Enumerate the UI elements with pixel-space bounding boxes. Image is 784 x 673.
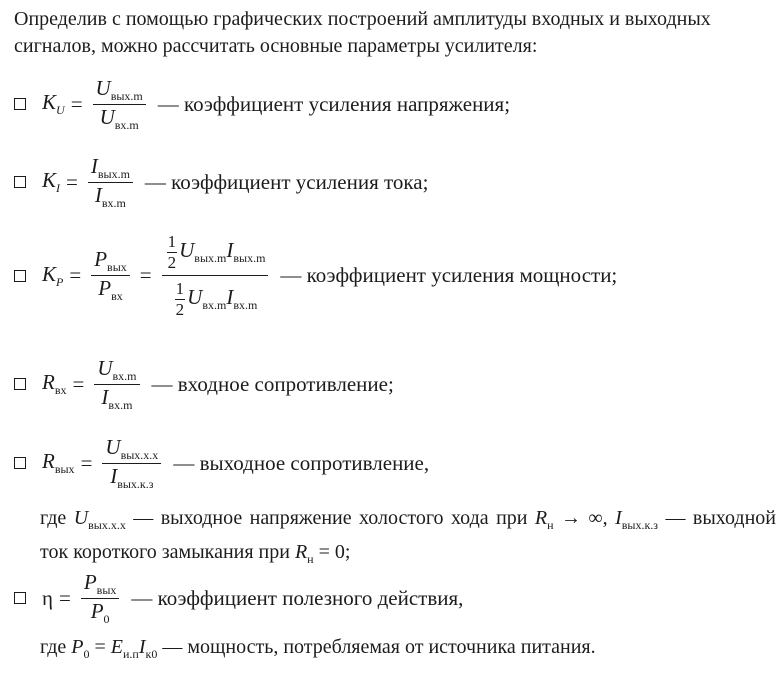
checkbox-bullet-icon bbox=[14, 270, 26, 282]
formula-description: — входное сопротивление; bbox=[151, 371, 394, 396]
note-efficiency: где $P_0 = E_{и.п}I_{к0}$ — мощность, потребляемая от источника питания. bbox=[40, 636, 596, 661]
intro-paragraph: Определив с помощью графических построений амплитуды входных и выходных сигналов, можно рассчитать основные параметры усилителя: bbox=[14, 8, 711, 57]
checkbox-bullet-icon bbox=[14, 378, 26, 390]
formula-voltage-gain bbox=[14, 76, 510, 133]
formula-lhs: $K_U$ bbox=[42, 90, 65, 118]
formula-description: — коэффициент усиления тока; bbox=[144, 169, 429, 194]
formula-current-gain bbox=[14, 154, 428, 211]
formula-power-gain bbox=[14, 232, 617, 319]
equals-sign: = bbox=[72, 371, 85, 396]
formula-input-resistance bbox=[14, 356, 394, 413]
formula-lhs: $K_I$ bbox=[42, 168, 61, 196]
checkbox-bullet-icon bbox=[14, 457, 26, 469]
formula-lhs: η bbox=[42, 585, 53, 610]
formula-output-resistance bbox=[14, 435, 429, 492]
fraction: $\frac{U_{вых.m}}{U_{вх.m}}$ bbox=[93, 76, 146, 133]
fraction: $\frac{P_{вых}}{P_0}$ bbox=[81, 570, 120, 627]
equals-sign: = bbox=[58, 585, 71, 610]
fraction: $\frac{U_{вых.х.х}}{I_{вых.к.з}}$ bbox=[102, 435, 161, 492]
note-output-resistance: где $U_{вых.х.х}$ — выходное напряжение холостого хода при $R_н$ → ∞, $I_{вых.к.з}$ — выходной ток короткого замыкания при $R_н = 0$; bbox=[40, 507, 777, 566]
checkbox-bullet-icon bbox=[14, 176, 26, 188]
checkbox-bullet-icon bbox=[14, 98, 26, 110]
formula-efficiency bbox=[14, 570, 463, 627]
formula-lhs: $R_{вых}$ bbox=[42, 449, 75, 477]
formula-description: — коэффициент усиления мощности; bbox=[280, 263, 618, 288]
fraction: $\frac{I_{вых.m}}{I_{вх.m}}$ bbox=[88, 154, 133, 211]
formula-description: — коэффициент усиления напряжения; bbox=[157, 91, 511, 116]
equals-sign: = bbox=[66, 169, 78, 194]
formula-description: — выходное сопротивление, bbox=[173, 450, 430, 475]
equals-sign: = bbox=[139, 263, 152, 288]
equals-sign: = bbox=[69, 263, 82, 288]
formula-lhs: $R_{вх}$ bbox=[42, 370, 67, 398]
equals-sign: = bbox=[70, 91, 83, 116]
equals-sign: = bbox=[80, 450, 93, 475]
formula-lhs: $K_P$ bbox=[42, 261, 64, 289]
checkbox-bullet-icon bbox=[14, 592, 26, 604]
fraction: $\frac{P_{вых}}{P_{вх}}$ bbox=[91, 247, 130, 304]
compound-fraction: $\frac{1}{2}$ $U_{вых.m}$ $I_{вых.m}$ $\frac{1}{2}$ $U_{вх.m}$ $I_{вх.m}$ bbox=[162, 232, 269, 319]
fraction: $\frac{U_{вх.m}}{I_{вх.m}}$ bbox=[94, 356, 139, 413]
formula-description: — коэффициент полезного действия, bbox=[131, 585, 464, 610]
